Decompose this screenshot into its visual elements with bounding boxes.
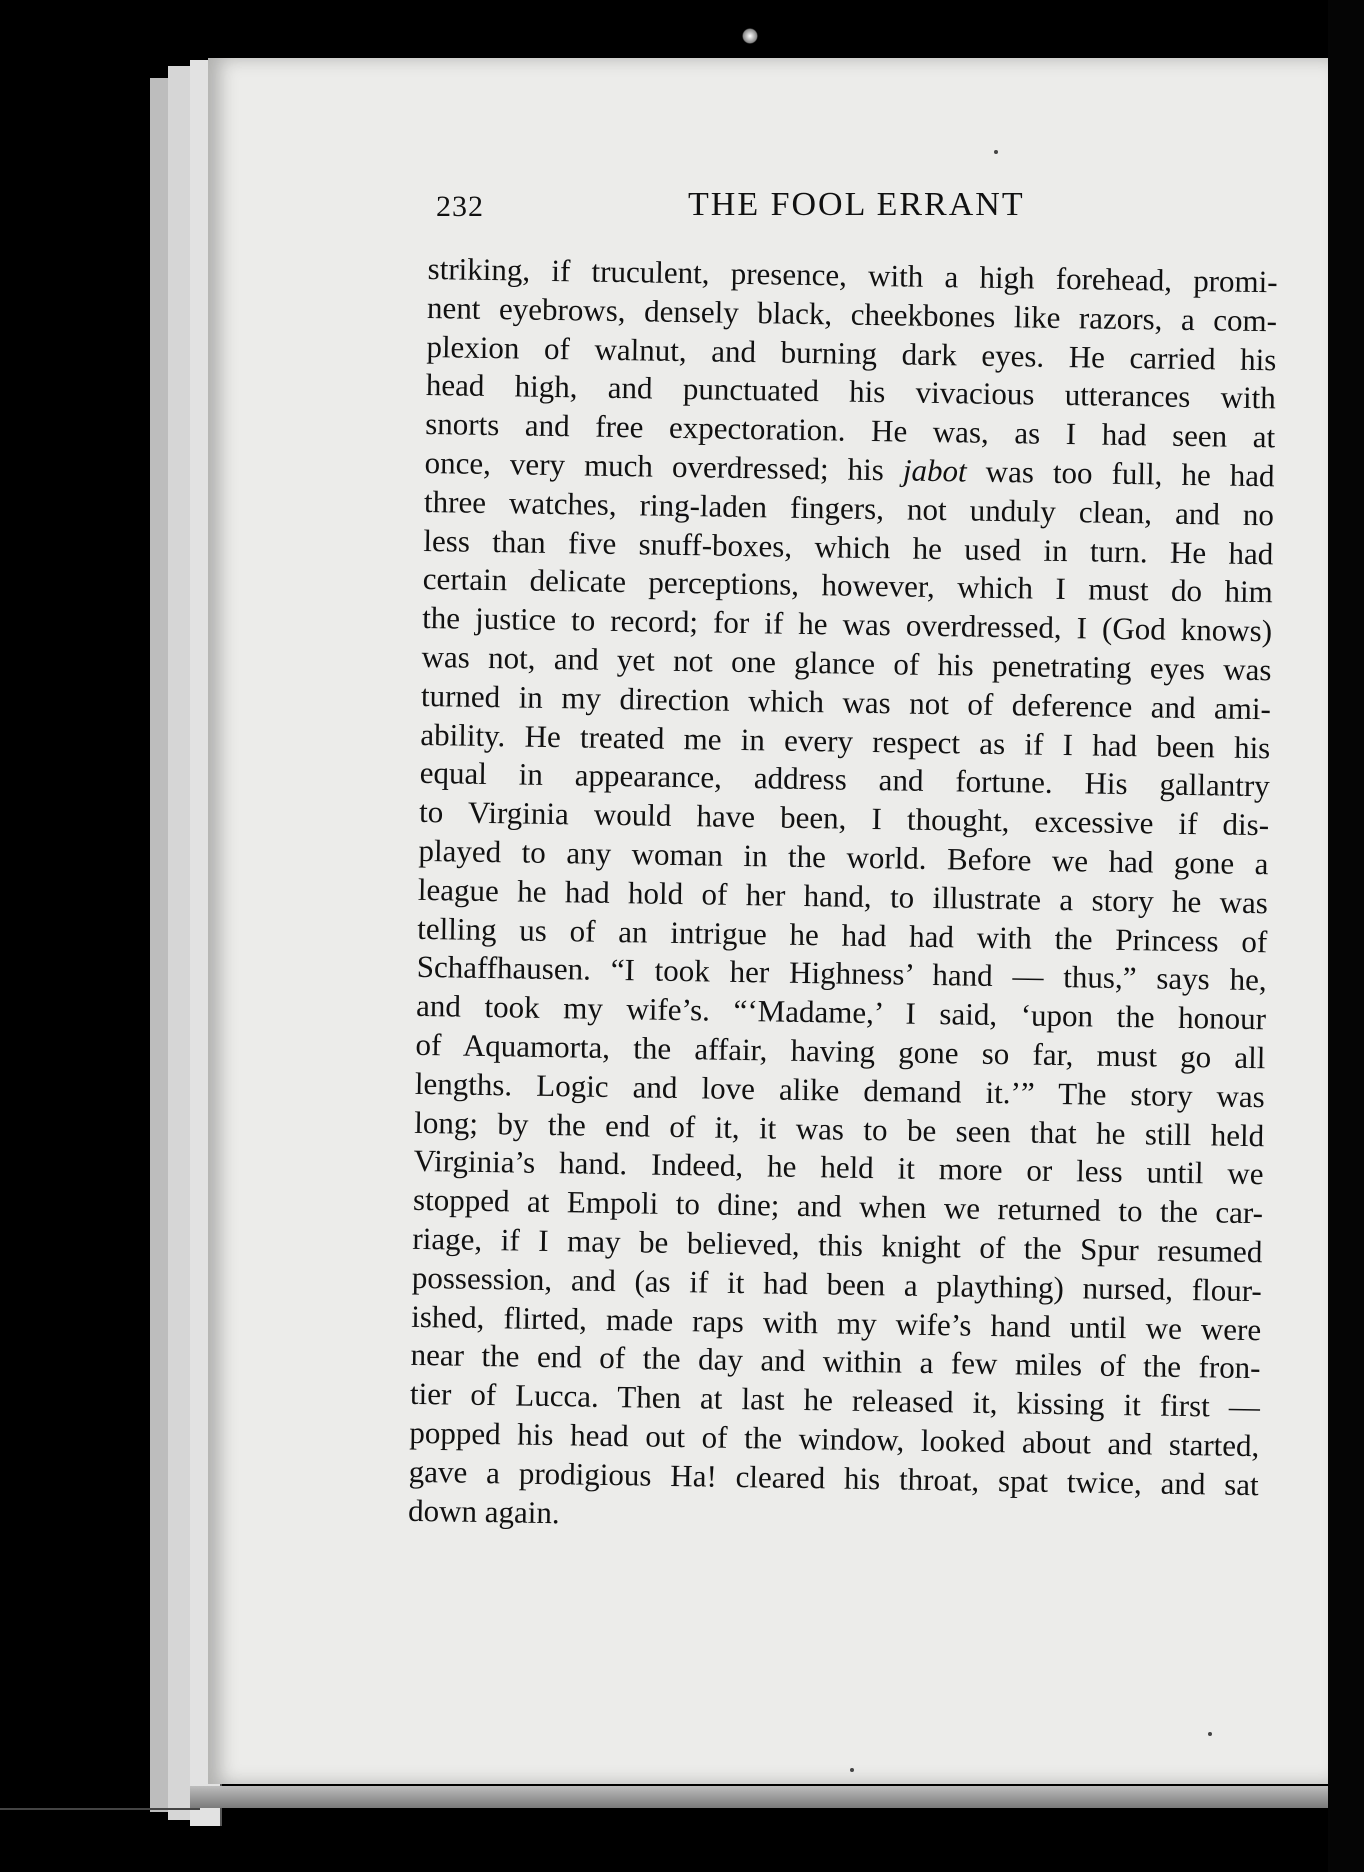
- text-line: to Virginia would have been, I thought, excessive if dis-: [418, 794, 1270, 843]
- text-line: equal in appearance, address and fortune. His gallantry: [419, 755, 1270, 804]
- text-line: snorts and free expectoration. He was, as I had seen at: [424, 406, 1276, 455]
- speck: [994, 150, 998, 154]
- text-line: long; by the end of it, it was to be seen that he still held: [414, 1104, 1265, 1153]
- running-head: THE FOOL ERRANT: [688, 186, 1025, 223]
- text-line: league he had hold of her hand, to illustrate a story he was: [417, 871, 1269, 921]
- page-number: 232: [436, 190, 484, 223]
- text-line: tier of Lucca. Then at last he released it, kissing it first —: [409, 1375, 1261, 1425]
- text-line: ished, flirted, made raps with my wife’s hand until we were: [410, 1298, 1262, 1347]
- text-line: less than five snuff-boxes, which he used in turn. He had: [423, 522, 1274, 571]
- text-line: three watches, ring-laden fingers, not unduly clean, and no: [423, 483, 1275, 533]
- scan-border: [1328, 0, 1364, 1872]
- page-bottom-edge: [190, 1786, 1336, 1808]
- text-line: popped his head out of the window, looked about and started,: [409, 1414, 1260, 1464]
- text-line: gave a prodigious Ha! cleared his throat, spat twice, and sat: [408, 1453, 1259, 1502]
- speck: [1208, 1732, 1212, 1736]
- speck: [850, 1768, 854, 1772]
- text-line: striking, if truculent, presence, with a high forehead, promi-: [427, 250, 1278, 300]
- text-line: the justice to record; for if he was overdressed, I (God knows): [421, 600, 1273, 649]
- text-line: Virginia’s hand. Indeed, he held it more or less until we: [413, 1143, 1264, 1192]
- page-header: [436, 182, 1056, 232]
- text-line: riage, if I may be believed, this knight of the Spur resumed: [412, 1220, 1263, 1270]
- text-line: Schaffhausen. “I took her Highness’ hand — thus,” says he,: [416, 949, 1267, 998]
- text-line: lengths. Logic and love alike demand it.’” The story was: [414, 1065, 1266, 1114]
- text-line: telling us of an intrigue he had had with the Princess of: [417, 910, 1268, 959]
- text-line: certain delicate perceptions, however, which I must do him: [422, 561, 1274, 610]
- text-line: plexion of walnut, and burning dark eyes. He carried his: [426, 328, 1277, 377]
- text-line: played to any woman in the world. Before we had gone a: [418, 832, 1269, 882]
- text-line: down again.: [407, 1492, 560, 1530]
- text-line: and took my wife’s. “‘Madame,’ I said, ‘upon the honour: [415, 988, 1267, 1037]
- text-line: stopped at Empoli to dine; and when we returned to the car-: [412, 1182, 1264, 1231]
- scan-artifact-line: [0, 1808, 200, 1810]
- text-line: nent eyebrows, densely black, cheekbones like razors, a com-: [426, 289, 1278, 339]
- text-line: turned in my direction which was not of deference and ami-: [420, 677, 1272, 727]
- light-reflection: [742, 28, 758, 44]
- text-line: possession, and (as if it had been a plaything) nursed, flour-: [411, 1259, 1263, 1308]
- text-line: near the end of the day and within a few miles of the fron-: [410, 1337, 1261, 1386]
- text-line: of Aquamorta, the affair, having gone so far, must go all: [415, 1026, 1266, 1076]
- body-text: [408, 250, 1278, 1543]
- text-line: once, very much overdressed; his jabot was too full, he had: [424, 444, 1275, 494]
- text-line: ability. He treated me in every respect as if I had been his: [420, 716, 1271, 765]
- text-line: was not, and yet not one glance of his penetrating eyes was: [421, 638, 1272, 688]
- text-line: head high, and punctuated his vivacious utterances with: [425, 367, 1277, 416]
